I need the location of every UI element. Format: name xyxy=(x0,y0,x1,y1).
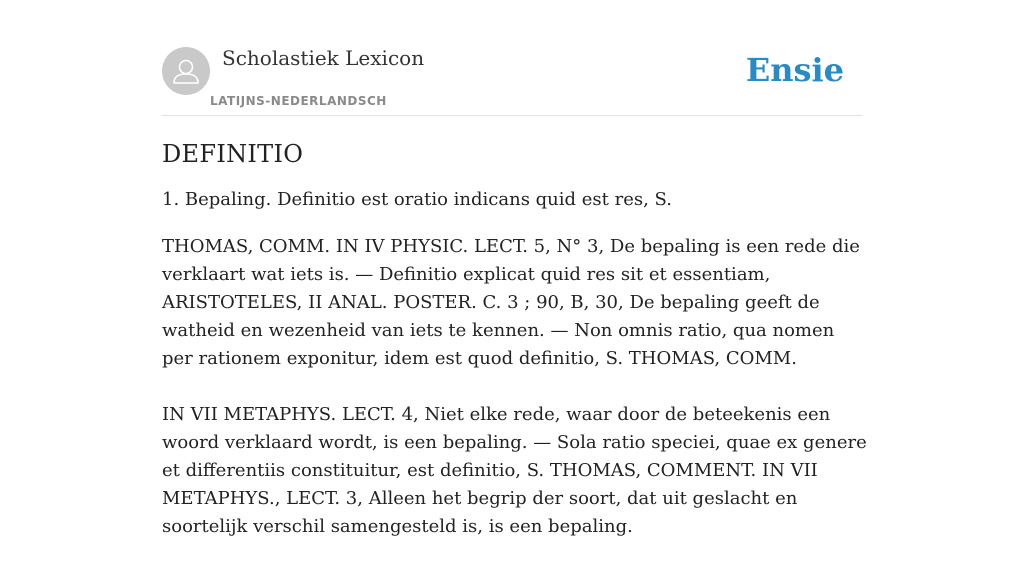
entry-lead: 1. Bepaling. Definitio est oratio indicans quid est res, S. xyxy=(162,189,672,210)
lexicon-title[interactable]: Scholastiek Lexicon xyxy=(222,46,425,70)
entry-content xyxy=(162,136,867,569)
lexicon-subtitle: LATIJNS-NEDERLANDSCH xyxy=(210,94,387,108)
header xyxy=(162,40,862,116)
brand-logo[interactable]: Ensie xyxy=(745,51,844,89)
entry-paragraph: THOMAS, COMM. IN IV PHYSIC. LECT. 5, N° 3, De bepaling is een rede die verklaart wat iets is. — Definitio explicat quid res sit et essentiam, ARISTOTELES, II ANAL. POSTER. C. 3 ; 90, B, 30, De bepaling geeft de watheid en wezenheid van iets te kennen. — Non omnis ratio, qua nomen per rationem exponitur, idem est quod definitio, S. THOMAS, COMM. xyxy=(162,236,860,369)
avatar[interactable] xyxy=(162,47,210,95)
user-silhouette-icon xyxy=(162,47,210,95)
entry-paragraph: IN VII METAPHYS. LECT. 4, Niet elke rede, waar door de beteekenis een woord verklaard wordt, is een bepaling. — Sola ratio speciei, quae ex genere et differentiis constituitur, est definitio, S. THOMAS, COMMENT. IN VII METAPHYS., LECT. 3, Alleen het begrip der soort, dat uit geslacht en soortelijk verschil samengesteld is, is een bepaling. xyxy=(162,404,867,537)
entry-term: DEFINITIO xyxy=(162,140,304,168)
